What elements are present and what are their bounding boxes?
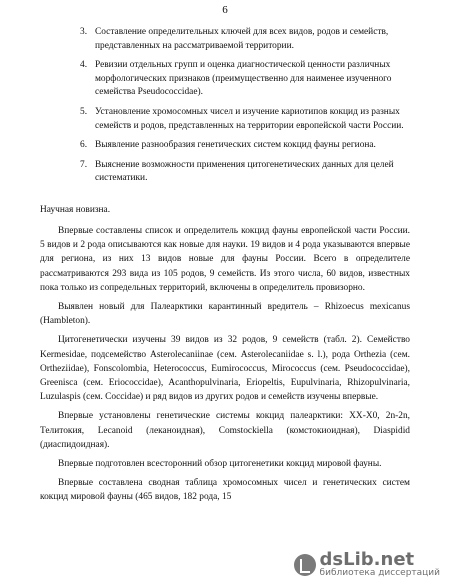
- list-item: [80, 26, 410, 53]
- page-number: 6: [222, 4, 228, 16]
- list-item-text: Составление определительных ключей для всех видов, родов и семейств, представленных на рассматриваемой территории.: [95, 27, 389, 51]
- list-item: [80, 159, 410, 186]
- watermark-tagline: библиотека диссертаций: [319, 568, 440, 578]
- list-item-text: Выявление разнообразия генетических систем кокцид фауны региона.: [95, 140, 376, 151]
- paragraph: Впервые составлены список и определитель кокцид фауны европейской части России. 5 видов и 2 рода описываются как новые для науки. 19 видов и 4 рода указываются впервые для региона, из них 13 видов новые для фауны России. Всего в определителе рассматриваются 293 вида из 105 родов, 9 семейств. Из этого числа, 60 видов, известных пока только из сопредельных территорий, включены в определитель провизорно.: [40, 226, 410, 293]
- list-item-text: Выяснение возможности применения цитогенетических данных для целей систематики.: [95, 159, 394, 184]
- watermark-brand: dsLib.net: [319, 549, 415, 570]
- dslib-logo-icon: [294, 554, 316, 576]
- list-item-number: 4.: [80, 60, 88, 71]
- body-text: [40, 224, 410, 510]
- list-item: [80, 139, 410, 153]
- paragraph: Выявлен новый для Палеарктики карантинный вредитель – Rhizoecus mexicanus (Hambleton).: [40, 302, 410, 327]
- list-item-text: Ревизии отдельных групп и оценка диагностической ценности различных морфологических признаков (преимущественно для наименее изученного семейства Pseudococcidae).: [95, 60, 392, 98]
- list-item: [80, 106, 410, 133]
- list-item-number: 7.: [80, 159, 88, 170]
- list-item-number: 3.: [80, 27, 88, 37]
- list-item-number: 5.: [80, 106, 88, 117]
- list-item-number: 6.: [80, 140, 88, 151]
- objectives-list: [80, 26, 410, 192]
- paragraph: Впервые подготовлен всесторонний обзор цитогенетики кокцид мировой фауны.: [58, 459, 382, 470]
- paragraph: Впервые составлена сводная таблица хромосомных чисел и генетических систем кокцид мировой фауны (465 видов, 182 рода, 15: [40, 478, 410, 503]
- watermark: [294, 551, 440, 578]
- paragraph: Цитогенетически изучены 39 видов из 32 родов, 9 семейств (табл. 2). Семейство Kermesidae, подсемейство Asterolecaniinae (сем. Asterolecaniidae s. l.), рода Orthezia (сем. Ortheziidae), Fonscolombia, Heterococcus, Eumirococcus, Mirococcus (сем. Pseudococcidae), Greenisca (сем. Eriococcidae), Acanthopulvinaria, Eriopeltis, Eupulvinaria, Rhizopulvinaria, Luzulaspis (сем. Coccidae) и ряд видов из других родов и семейств изучены впервые.: [40, 335, 410, 403]
- list-item-text: Установление хромосомных чисел и изучение кариотипов кокцид из разных семейств и родов, представленных на территории европейской части России.: [95, 106, 404, 131]
- section-heading: Научная новизна.: [40, 205, 111, 215]
- list-item: [80, 59, 410, 100]
- paragraph: Впервые установлены генетические системы кокцид палеарктики: XX-X0, 2n-2n, Телитокия, Lecanoid (леканоидная), Comstockiella (комстокиоидная), Diaspidid (диаспидоидная).: [40, 411, 410, 450]
